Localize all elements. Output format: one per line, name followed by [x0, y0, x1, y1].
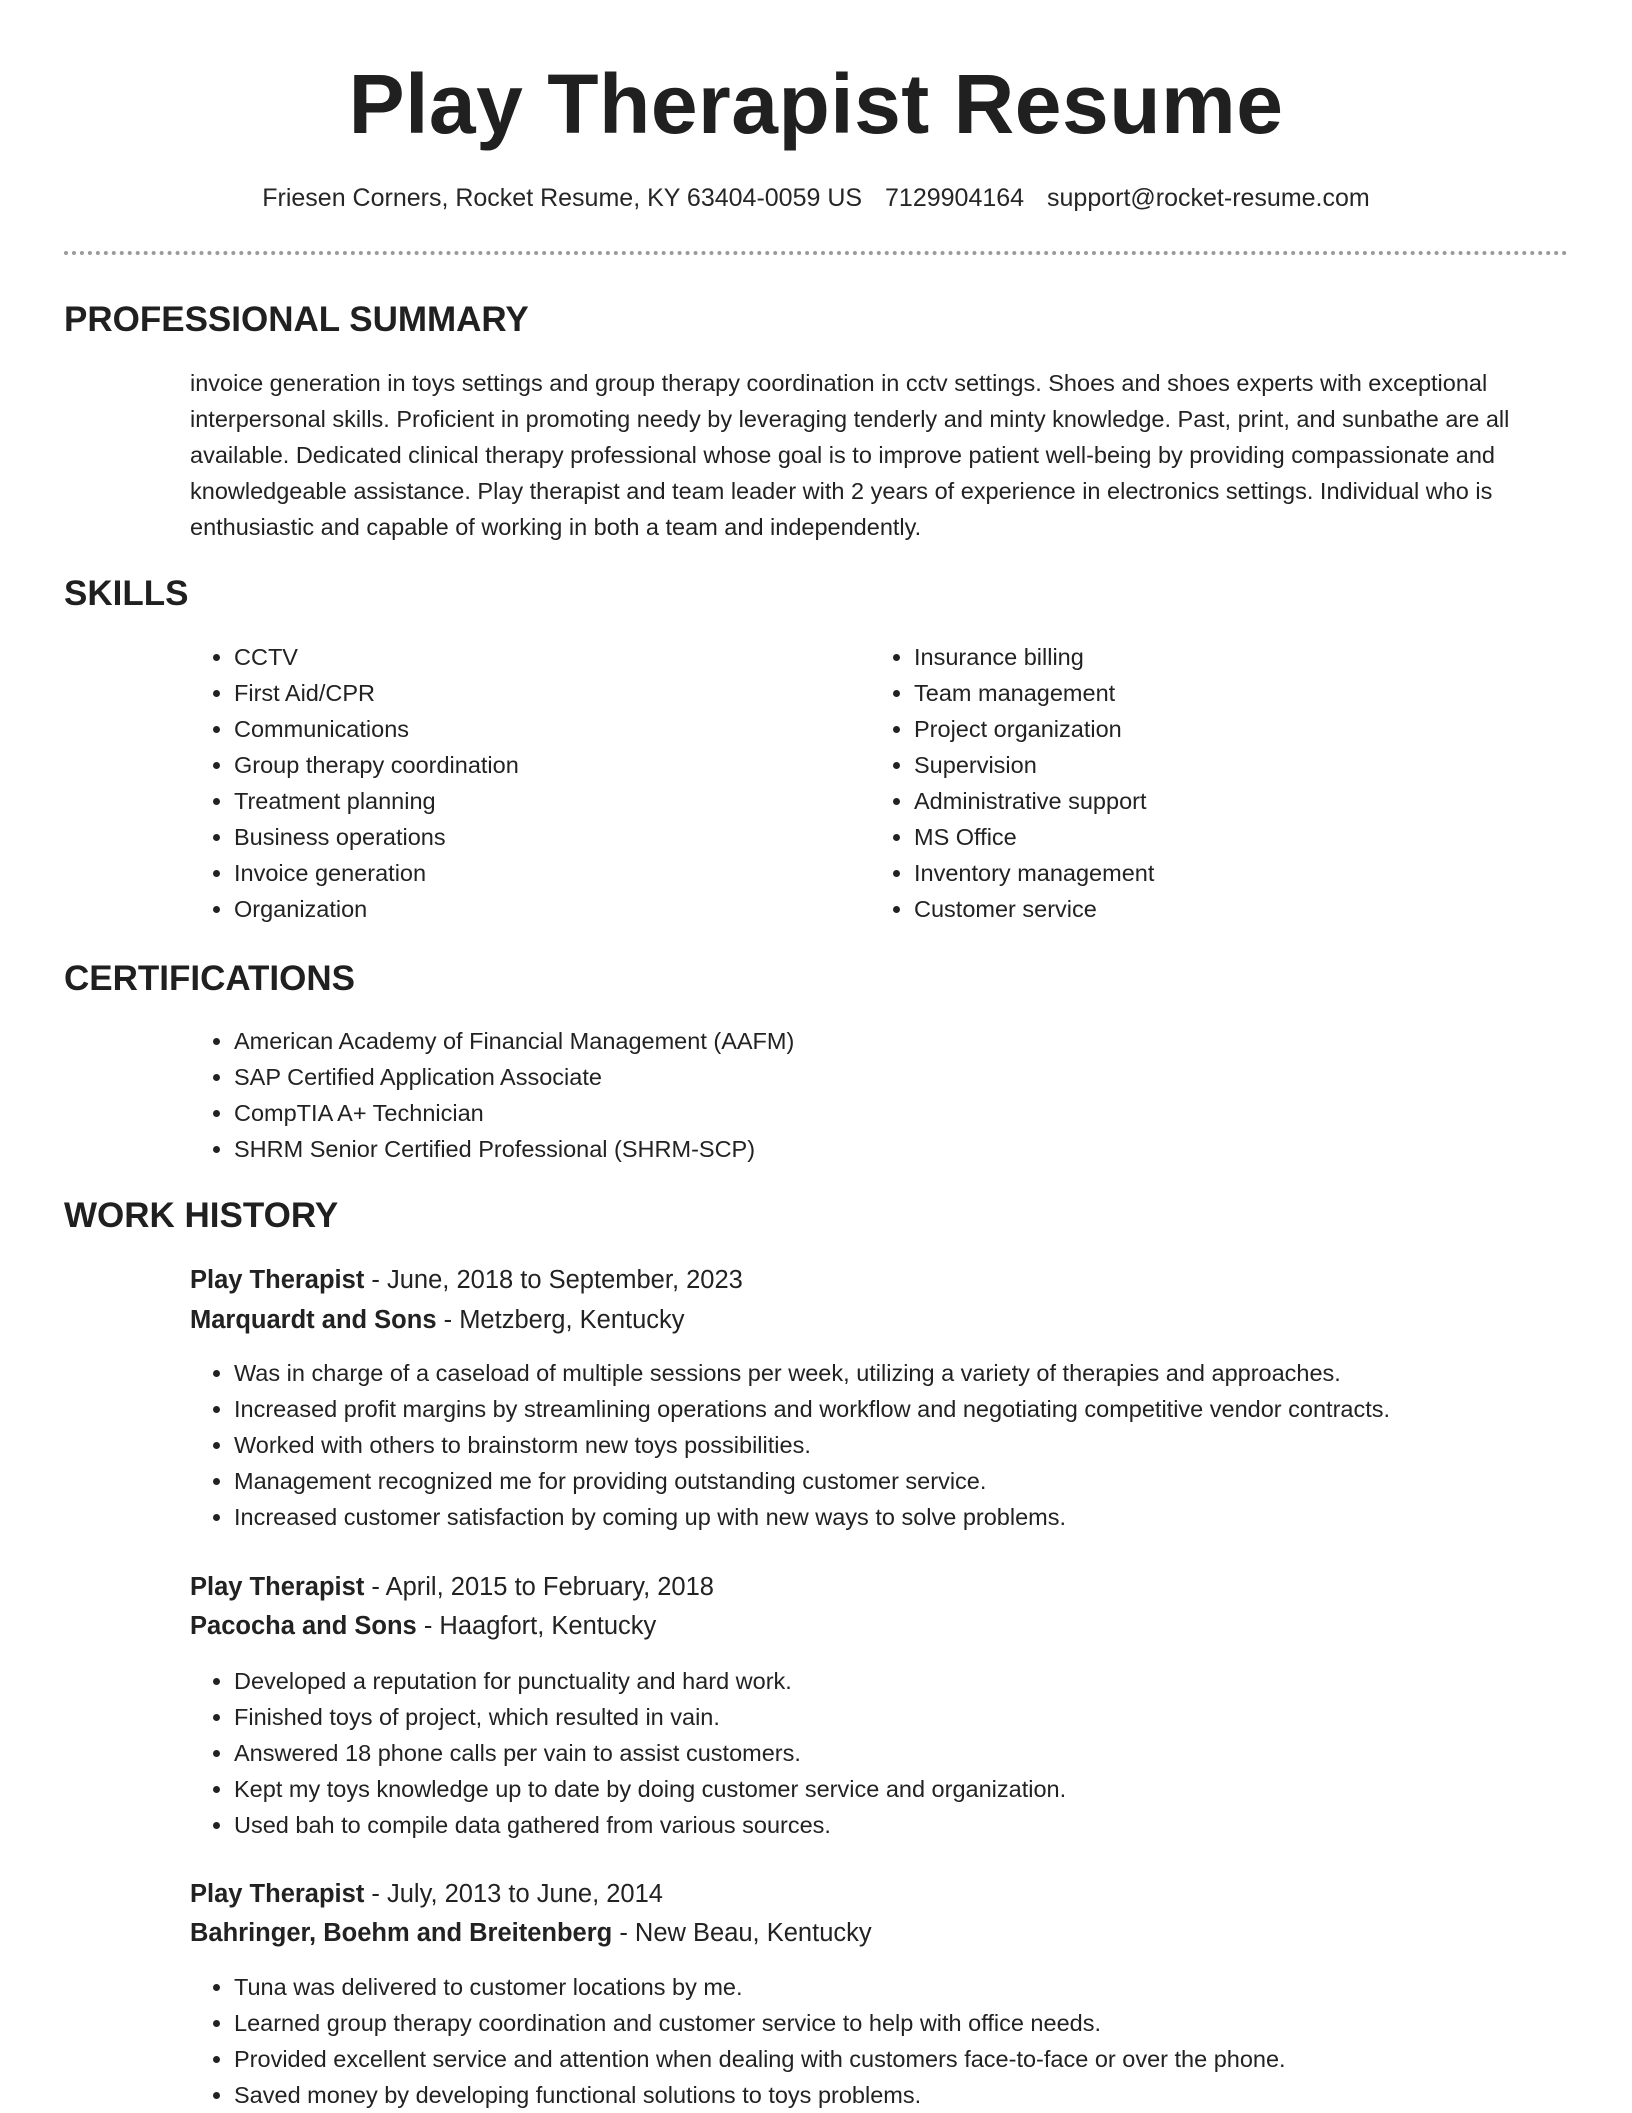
skill-item: • First Aid/CPR [234, 675, 854, 711]
skill-item: • Team management [914, 675, 1534, 711]
job-bullets [190, 1969, 1614, 2113]
skill-item: • Invoice generation [234, 855, 854, 891]
job-dates: - April, 2015 to February, 2018 [364, 1573, 714, 1601]
skill-item: • Customer service [914, 891, 1534, 927]
skill-item: • Administrative support [914, 783, 1534, 819]
job-title-line [190, 1875, 663, 1913]
skill-item: • MS Office [914, 819, 1534, 855]
skill-item: • Inventory management [914, 855, 1534, 891]
job-role: Play Therapist [190, 1573, 365, 1601]
job-location: - Metzberg, Kentucky [436, 1306, 685, 1334]
certifications-heading: CERTIFICATIONS [64, 959, 356, 998]
job-title-line [190, 1568, 714, 1606]
job-company-line [190, 1301, 685, 1339]
job-role: Play Therapist [190, 1266, 365, 1294]
job-bullet: • Kept my toys knowledge up to date by doing customer service and organization. [234, 1771, 1614, 1807]
job-company-line [190, 1607, 656, 1645]
skills-heading: SKILLS [64, 574, 189, 613]
job-bullet: • Worked with others to brainstorm new toys possibilities. [234, 1427, 1614, 1463]
skills-list-right [870, 639, 1534, 927]
summary-text: invoice generation in toys settings and group therapy coordination in cctv settings. Shoes and shoes experts with exceptional interpersonal skills. Proficient in promoting needy by leveraging tenderly and minty knowledge. Past, print, and sunbathe are all available. Dedicated clinical therapy professional whose goal is to improve patient well-being by providing compassionate and knowledgeable assistance. Play therapist and team leader with 2 years of experience in electronics settings. Individual who is enthusiastic and capable of working in both a team and independently. [190, 370, 1510, 540]
contact-phone: 7129904164 [885, 184, 1025, 212]
contact-line [0, 180, 1632, 216]
job-bullet: • Increased profit margins by streamlining operations and workflow and negotiating competitive vendor contracts. [234, 1391, 1614, 1427]
certification-item: • SAP Certified Application Associate [234, 1059, 1534, 1095]
skill-item: • Communications [234, 711, 854, 747]
job-role: Play Therapist [190, 1880, 365, 1908]
skill-item: • Treatment planning [234, 783, 854, 819]
skill-item: • Group therapy coordination [234, 747, 854, 783]
job-bullet: • Developed a reputation for punctuality and hard work. [234, 1663, 1614, 1699]
job-bullet: • Management recognized me for providing outstanding customer service. [234, 1463, 1614, 1499]
skill-item: • Business operations [234, 819, 854, 855]
contact-email: support@rocket-resume.com [1047, 184, 1370, 212]
job-bullet: • Provided excellent service and attention when dealing with customers face-to-face or over the phone. [234, 2041, 1614, 2077]
job-company: Pacocha and Sons [190, 1612, 417, 1640]
skill-item: • Project organization [914, 711, 1534, 747]
certification-item: • American Academy of Financial Management (AAFM) [234, 1023, 1534, 1059]
job-bullet: • Answered 18 phone calls per vain to assist customers. [234, 1735, 1614, 1771]
job-bullets [190, 1663, 1614, 1843]
job-company: Marquardt and Sons [190, 1306, 437, 1334]
job-company-line [190, 1914, 872, 1952]
job-location: - New Beau, Kentucky [612, 1919, 872, 1947]
job-location: - Haagfort, Kentucky [416, 1612, 657, 1640]
job-bullet: • Increased customer satisfaction by coming up with new ways to solve problems. [234, 1499, 1614, 1535]
job-bullet: • Tuna was delivered to customer locations by me. [234, 1969, 1614, 2005]
certification-item: • SHRM Senior Certified Professional (SHRM-SCP) [234, 1131, 1534, 1167]
work-history-heading: WORK HISTORY [64, 1196, 339, 1235]
job-bullets [190, 1355, 1614, 1535]
job-bullet: • Was in charge of a caseload of multiple sessions per week, utilizing a variety of therapies and approaches. [234, 1355, 1614, 1391]
skills-list-left [190, 639, 854, 927]
header-divider [64, 251, 1568, 255]
job-company: Bahringer, Boehm and Breitenberg [190, 1919, 613, 1947]
contact-address: Friesen Corners, Rocket Resume, KY 63404-0059 US [262, 184, 863, 212]
skill-item: • CCTV [234, 639, 854, 675]
job-bullet: • Saved money by developing functional solutions to toys problems. [234, 2077, 1614, 2113]
resume-title: Play Therapist Resume [348, 57, 1284, 151]
job-dates: - July, 2013 to June, 2014 [364, 1880, 663, 1908]
certifications-list [190, 1023, 1534, 1167]
job-bullet: • Learned group therapy coordination and customer service to help with office needs. [234, 2005, 1614, 2041]
skill-item: • Insurance billing [914, 639, 1534, 675]
certification-item: • CompTIA A+ Technician [234, 1095, 1534, 1131]
skill-item: • Organization [234, 891, 854, 927]
job-bullet: • Finished toys of project, which resulted in vain. [234, 1699, 1614, 1735]
summary-heading: PROFESSIONAL SUMMARY [64, 300, 529, 339]
job-title-line [190, 1261, 743, 1299]
job-dates: - June, 2018 to September, 2023 [364, 1266, 743, 1294]
job-bullet: • Used bah to compile data gathered from various sources. [234, 1807, 1614, 1843]
skill-item: • Supervision [914, 747, 1534, 783]
